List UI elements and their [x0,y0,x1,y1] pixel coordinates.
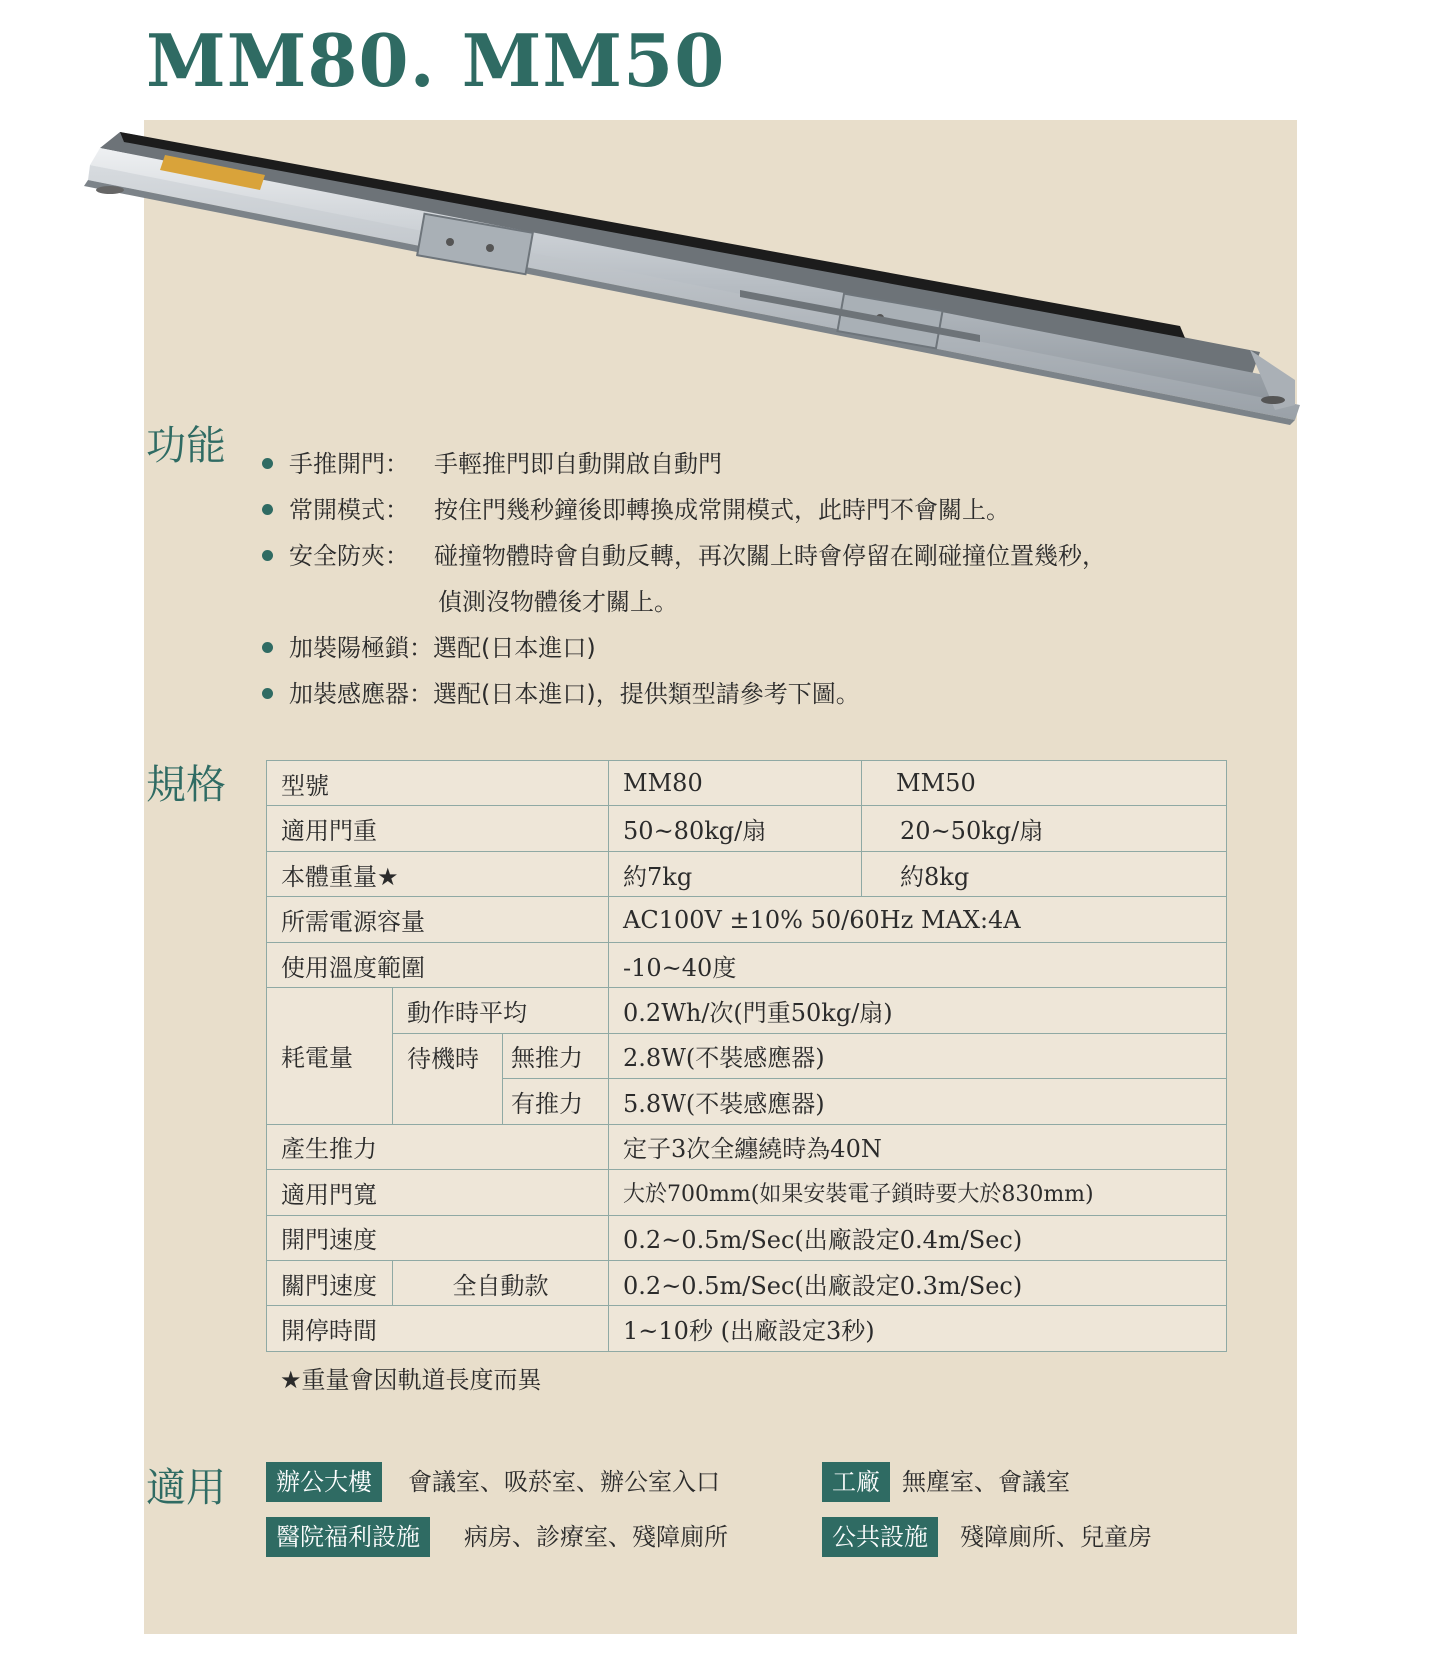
operating-value: 0.2Wh/次(門重50kg/扇) [609,988,1227,1033]
table-row [267,1215,1227,1260]
feature-term: 手推開門： [289,450,409,478]
table-row [267,1260,1227,1305]
feature-item [262,677,860,711]
force-label: 產生推力 [267,1124,609,1169]
usage-tag-hospital: 醫院福利設施 [266,1517,430,1557]
table-row [267,806,1227,851]
feature-item [262,539,1106,616]
open-speed-value: 0.2~0.5m/Sec(出廠設定0.4m/Sec) [609,1215,1227,1260]
table-row [267,897,1227,942]
bullet-icon [262,504,273,515]
table-row [267,1079,1227,1124]
usage-text-hospital: 病房、診療室、殘障廁所 [464,1523,728,1551]
usage-tag-factory: 工廠 [822,1462,890,1502]
thrust-value: 5.8W(不裝感應器) [609,1079,1227,1124]
feature-item [262,631,596,665]
usage-text-factory: 無塵室、會議室 [902,1468,1070,1496]
feature-term: 加裝陽極鎖： [289,634,433,662]
width-label: 適用門寬 [267,1170,609,1215]
operating-label: 動作時平均 [393,988,609,1033]
feature-text: 手輕推門即自動開啟自動門 [434,450,722,478]
power-value: AC100V ±10% 50/60Hz MAX:4A [609,897,1227,942]
feature-text: 碰撞物體時會自動反轉，再次關上時會停留在剛碰撞位置幾秒， [434,542,1106,570]
body-weight-mm50: 約8kg [862,851,1227,896]
close-speed-value: 0.2~0.5m/Sec(出廠設定0.3m/Sec) [609,1260,1227,1305]
feature-text: 選配(日本進口)，提供類型請參考下圖。 [433,680,860,708]
feature-text-continued: 偵測沒物體後才關上。 [438,588,678,616]
specs-label: 規格 [146,762,226,808]
feature-text: 按住門幾秒鐘後即轉換成常開模式，此時門不會關上。 [434,496,1010,524]
feature-text: 選配(日本進口) [433,634,596,662]
table-row [267,1033,1227,1078]
temp-label: 使用溫度範圍 [267,942,609,987]
model-mm80: MM80 [609,761,862,806]
thrust-label: 有推力 [503,1079,609,1124]
bullet-icon [262,458,273,469]
bullet-icon [262,688,273,699]
usage-tag-public: 公共設施 [822,1517,938,1557]
model-mm50: MM50 [862,761,1227,806]
usage-text-office: 會議室、吸菸室、辦公室入口 [408,1468,720,1496]
page-title: MM80. MM50 [146,18,726,103]
feature-term: 常開模式： [289,496,409,524]
table-row [267,1124,1227,1169]
no-thrust-value: 2.8W(不裝感應器) [609,1033,1227,1078]
standby-label: 待機時 [393,1033,503,1078]
feature-term: 安全防夾： [289,542,409,570]
bullet-icon [262,642,273,653]
table-row [267,942,1227,987]
spec-table [266,760,1227,1352]
hold-value: 1~10秒 (出廠設定3秒) [609,1306,1227,1352]
power-label: 所需電源容量 [267,897,609,942]
door-weight-mm50: 20~50kg/扇 [862,806,1227,851]
features-label: 功能 [146,423,226,469]
hold-label: 開停時間 [267,1306,609,1352]
standby-empty [393,1079,503,1124]
usage-label: 適用 [146,1465,226,1511]
table-row [267,1170,1227,1215]
close-speed-sub: 全自動款 [393,1260,609,1305]
body-weight-label: 本體重量★ [267,851,609,896]
force-value: 定子3次全纏繞時為40N [609,1124,1227,1169]
open-speed-label: 開門速度 [267,1215,609,1260]
usage-tag-office: 辦公大樓 [266,1462,382,1502]
feature-item [262,447,722,481]
body-weight-mm80: 約7kg [609,851,862,896]
feature-item [262,493,1010,527]
model-label: 型號 [267,761,609,806]
close-speed-label: 關門速度 [267,1260,393,1305]
temp-value: -10~40度 [609,942,1227,987]
table-row [267,988,1227,1033]
table-row [267,761,1227,806]
bullet-icon [262,550,273,561]
table-row [267,1306,1227,1352]
no-thrust-label: 無推力 [503,1033,609,1078]
width-value: 大於700mm(如果安裝電子鎖時要大於830mm) [609,1170,1227,1215]
table-row [267,851,1227,896]
usage-text-public: 殘障廁所、兒童房 [960,1523,1152,1551]
feature-term: 加裝感應器： [289,680,433,708]
consumption-label: 耗電量 [267,988,393,1124]
door-operator-rail-image [80,120,1380,450]
door-weight-label: 適用門重 [267,806,609,851]
weight-footnote: ★重量會因軌道長度而異 [280,1366,542,1394]
door-weight-mm80: 50~80kg/扇 [609,806,862,851]
